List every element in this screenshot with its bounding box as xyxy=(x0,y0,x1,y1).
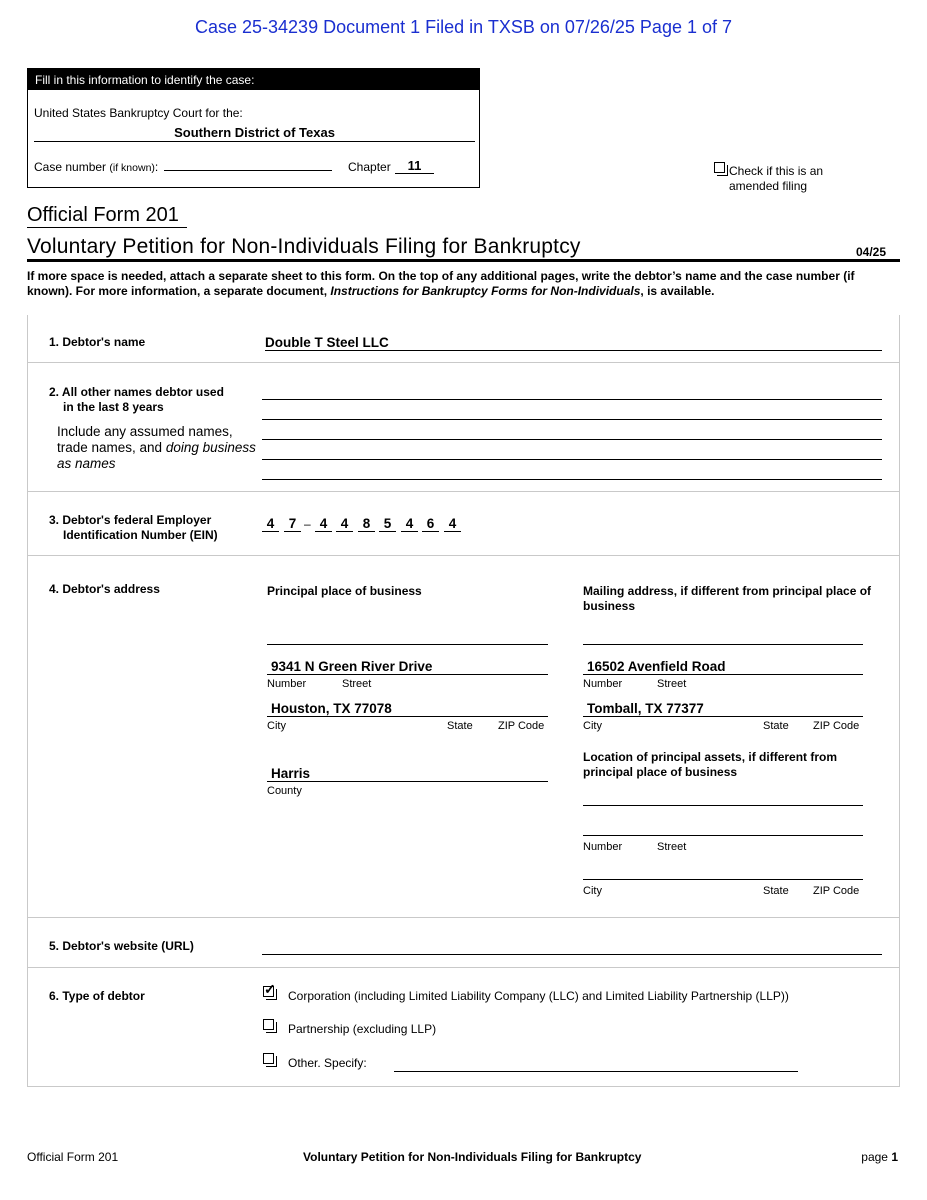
other-type-checkbox[interactable] xyxy=(263,1053,274,1064)
row-separator xyxy=(27,555,900,556)
other-type-option-label: Other. Specify: xyxy=(288,1056,367,1070)
other-name-field-5[interactable] xyxy=(262,464,882,480)
assets-street-field[interactable] xyxy=(583,820,863,836)
ein-digit[interactable]: 4 xyxy=(262,516,279,532)
corporation-option-label: Corporation (including Limited Liability Company (LLC) and Limited Liability Partnership (LLP)) xyxy=(288,989,789,1003)
chapter-field[interactable]: 11 xyxy=(395,158,434,174)
other-name-field-1[interactable] xyxy=(262,384,882,400)
caption-zip: ZIP Code xyxy=(813,720,860,732)
footer-form-title: Voluntary Petition for Non-Individuals Filing for Bankruptcy xyxy=(303,1150,642,1164)
other-name-field-3[interactable] xyxy=(262,424,882,440)
other-name-field-4[interactable] xyxy=(262,444,882,460)
assets-address-line1-field[interactable] xyxy=(583,790,863,806)
caption-zip: ZIP Code xyxy=(498,720,545,732)
row-separator xyxy=(27,917,900,918)
other-names-note: Include any assumed names, trade names, and doing business as names xyxy=(57,424,256,471)
caption-city: City xyxy=(583,720,602,732)
debtor-address-label: 4. Debtor's address xyxy=(49,582,160,596)
other-type-specify-field[interactable] xyxy=(394,1056,798,1072)
principal-street-field[interactable]: 9341 N Green River Drive xyxy=(267,659,548,675)
assets-city-field[interactable] xyxy=(583,864,863,880)
chapter-label: Chapter xyxy=(348,160,391,174)
footer-form-number: Official Form 201 xyxy=(27,1150,119,1164)
principal-assets-heading: Location of principal assets, if different from principal place of business xyxy=(583,750,838,779)
caption-city: City xyxy=(583,885,602,897)
mailing-address-line1-field[interactable] xyxy=(583,629,863,645)
debtor-name-label: 1. Debtor's name xyxy=(49,335,146,349)
caption-state: State xyxy=(763,885,789,897)
form-number-underline xyxy=(27,227,187,228)
amended-filing-label: Check if this is an amended filing xyxy=(729,164,824,193)
title-rule xyxy=(27,259,900,262)
ein-digit[interactable]: 4 xyxy=(401,516,418,532)
case-filing-stamp: Case 25-34239 Document 1 Filed in TXSB on 07/26/25 Page 1 of 7 xyxy=(194,17,733,37)
website-label: 5. Debtor's website (URL) xyxy=(49,939,194,953)
principal-address-line1-field[interactable] xyxy=(267,629,548,645)
caption-number: Number xyxy=(583,841,623,853)
case-identification-header: Fill in this information to identify the case: xyxy=(28,69,479,90)
ein-digit[interactable]: 4 xyxy=(444,516,461,532)
mailing-city-field[interactable]: Tomball, TX 77377 xyxy=(583,701,863,717)
ein-digit[interactable]: 4 xyxy=(315,516,332,532)
ein-digit[interactable]: 4 xyxy=(336,516,353,532)
ein-digit[interactable]: 8 xyxy=(358,516,375,532)
mailing-street-field[interactable]: 16502 Avenfield Road xyxy=(583,659,863,675)
caption-street: Street xyxy=(657,841,687,853)
caption-city: City xyxy=(267,720,286,732)
ein-digit[interactable]: 5 xyxy=(379,516,396,532)
row-separator xyxy=(27,491,900,492)
caption-zip: ZIP Code xyxy=(813,885,860,897)
principal-place-heading: Principal place of business xyxy=(267,584,422,598)
debtor-name-field[interactable]: Double T Steel LLC xyxy=(265,335,882,351)
form-title: Voluntary Petition for Non-Individuals Filing for Bankruptcy xyxy=(27,235,581,258)
case-number-underline xyxy=(164,170,332,171)
ein-digit[interactable]: 6 xyxy=(422,516,439,532)
caption-state: State xyxy=(763,720,789,732)
principal-city-field[interactable]: Houston, TX 77078 xyxy=(267,701,548,717)
case-number-label: Case number (if known): xyxy=(34,160,159,174)
ein-dash: – xyxy=(304,517,311,531)
checkmark-icon: ✓ xyxy=(264,981,276,997)
type-of-debtor-label: 6. Type of debtor xyxy=(49,989,145,1003)
court-label: United States Bankruptcy Court for the: xyxy=(34,106,243,120)
partnership-option-label: Partnership (excluding LLP) xyxy=(288,1022,437,1036)
partnership-checkbox[interactable] xyxy=(263,1019,274,1030)
ein-digit[interactable]: 7 xyxy=(284,516,301,532)
form-number: Official Form 201 xyxy=(27,204,179,226)
row-separator xyxy=(27,967,900,968)
case-number-field[interactable] xyxy=(164,156,332,170)
other-names-label: 2. All other names debtor used in the last 8 years xyxy=(49,385,224,414)
form-revision: 04/25 xyxy=(856,245,887,259)
form-instructions: If more space is needed, attach a separate sheet to this form. On the top of any additional pages, write the debtor’s name and the case number (if known). For more information, a separate document, Instructions for Bankruptcy Forms for Non-Individuals, is available. xyxy=(27,269,855,298)
row-separator xyxy=(27,362,900,363)
principal-county-field[interactable]: Harris xyxy=(267,766,548,782)
caption-number: Number xyxy=(267,678,307,690)
caption-street: Street xyxy=(342,678,372,690)
caption-street: Street xyxy=(657,678,687,690)
caption-county: County xyxy=(267,785,302,797)
caption-state: State xyxy=(447,720,473,732)
ein-label: 3. Debtor's federal Employer Identification Number (EIN) xyxy=(49,513,218,542)
footer-page-number: page 1 xyxy=(861,1150,898,1164)
caption-number: Number xyxy=(583,678,623,690)
amended-filing-checkbox[interactable] xyxy=(714,162,725,173)
court-district-field[interactable]: Southern District of Texas xyxy=(174,125,335,140)
mailing-address-heading: Mailing address, if different from principal place of business xyxy=(583,584,872,613)
website-field[interactable] xyxy=(262,939,882,955)
district-underline xyxy=(34,141,475,142)
other-name-field-2[interactable] xyxy=(262,404,882,420)
